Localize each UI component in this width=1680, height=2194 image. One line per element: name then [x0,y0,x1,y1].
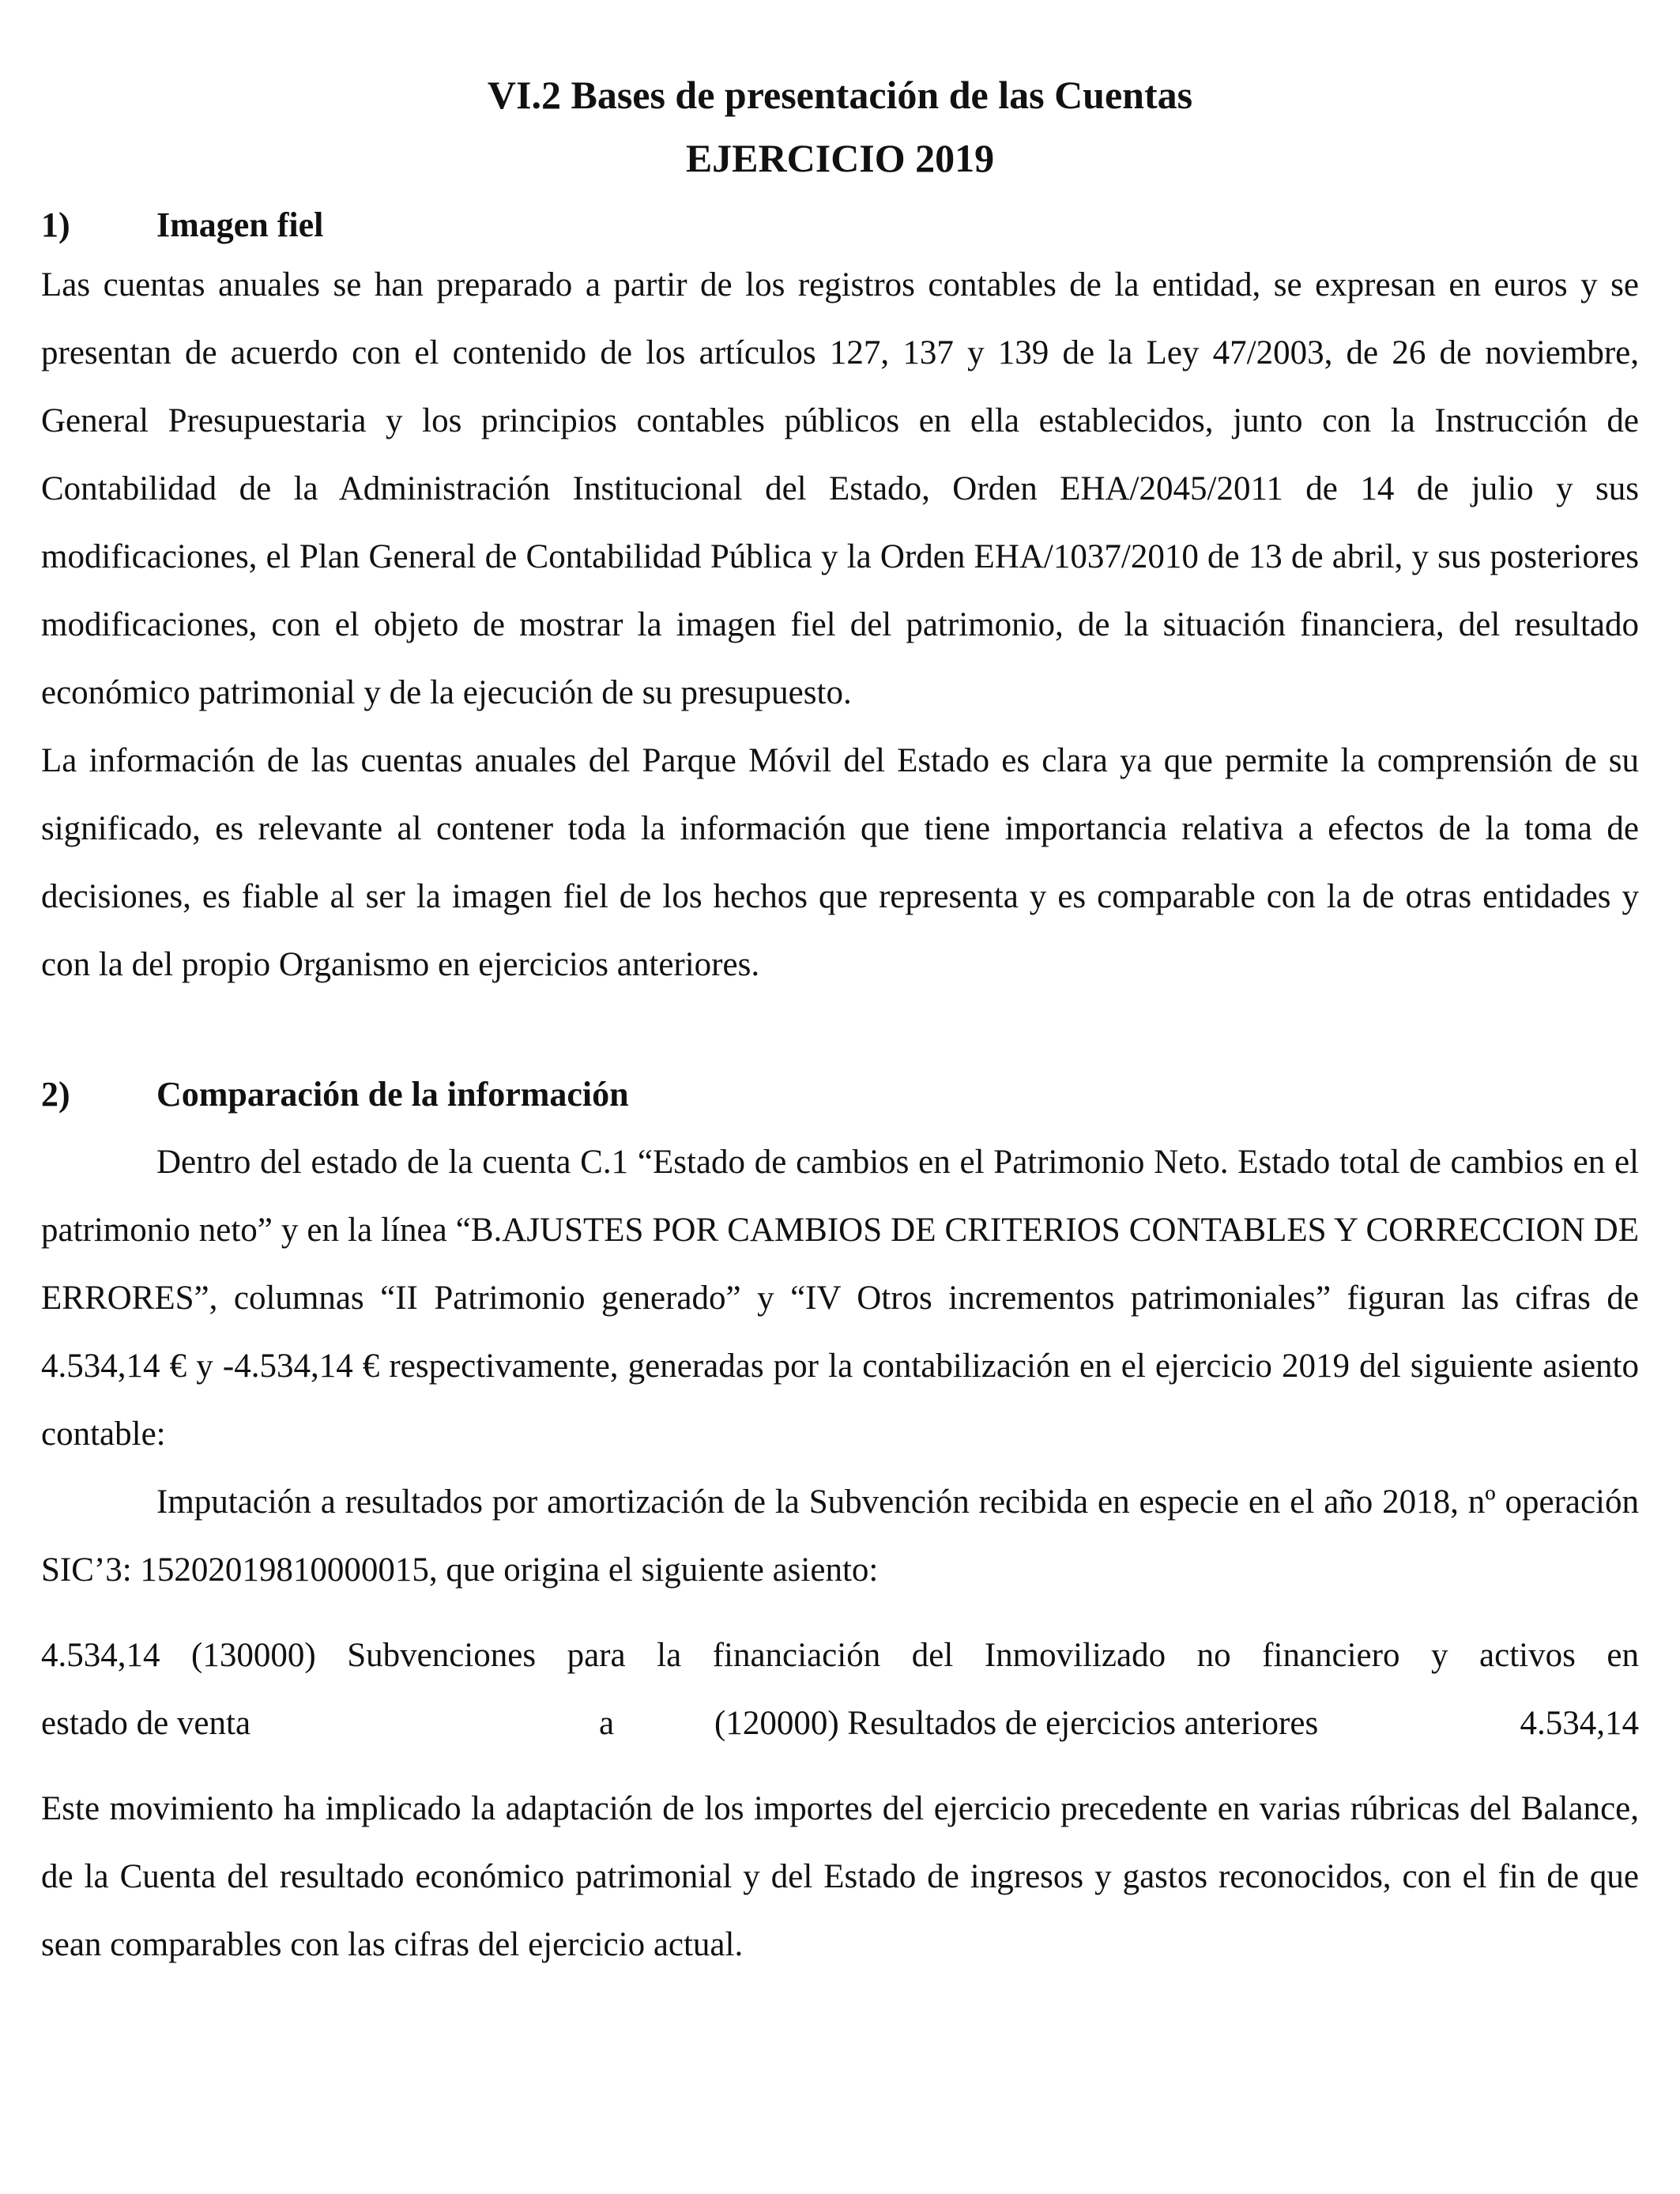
accounting-entry [41,1622,1639,1758]
document-year: EJERCICIO 2019 [685,136,995,180]
debit-description-continued: estado de venta [41,1705,251,1742]
paragraph-comparacion-3: Este movimiento ha implicado la adaptación de los importes del ejercicio precedente en varias rúbricas del Balance, de la Cuenta del resultado económico patrimonial y del Estado de ingresos y gastos reconocidos, con el fin de que sean comparables con las cifras del ejercicio actual. [41,1790,1639,1963]
debit-description-word: financiero [1262,1637,1400,1674]
paragraph-comparacion-2: Imputación a resultados por amortización de la Subvención recibida en especie en el año 2018, nº operación SIC’3: 15202019810000015, que origina el siguiente asiento: [41,1483,1639,1589]
debit-description-word: para [567,1637,626,1674]
debit-description-word: del [911,1637,954,1674]
paragraph-imagen-fiel-1: Las cuentas anuales se han preparado a partir de los registros contables de la entidad, se expresan en euros y se presentan de acuerdo con el contenido de los artículos 127, 137 y 139 de la Ley 47/2003, de 26 de noviembre, General Presupuestaria y los principios contables públicos en ella establecidos, junto con la Instrucción de Contabilidad de la Administración Institucional del Estado, Orden EHA/2045/2011 de 14 de julio y sus modificaciones, el Plan General de Contabilidad Pública y la Orden EHA/1037/2010 de 13 de abril, y sus posteriores modificaciones, con el objeto de mostrar la imagen fiel del patrimonio, de la situación financiera, del resultado económico patrimonial y de la ejecución de su presupuesto. [41,266,1639,711]
section-title: Comparación de la información [156,1075,629,1114]
debit-description-word: Inmovilizado [984,1637,1166,1674]
section-heading-comparacion [41,1067,1639,1122]
section-number: 2) [41,1075,70,1114]
debit-amount: 4.534,14 [41,1637,160,1674]
credit-account: (120000) Resultados de ejercicios anteriores [714,1705,1319,1742]
debit-description-word: y [1431,1637,1448,1674]
document-title: VI.2 Bases de presentación de las Cuentas [487,73,1193,117]
debit-description-word: activos [1479,1637,1576,1674]
debit-description-word: no [1196,1637,1231,1674]
debit-description-word: financiación [712,1637,881,1674]
section-title: Imagen fiel [156,205,324,244]
paragraph-imagen-fiel-2: La información de las cuentas anuales del Parque Móvil del Estado es clara ya que permite la comprensión de su significado, es relevante al contener toda la información que tiene importancia relativa a efectos de la toma de decisiones, es fiable al ser la imagen fiel de los hechos que representa y es comparable con la de otras entidades y con la del propio Organismo en ejercicios anteriores. [41,742,1639,983]
section-number: 1) [41,205,70,244]
paragraph-comparacion-1: Dentro del estado de la cuenta C.1 “Estado de cambios en el Patrimonio Neto. Estado total de cambios en el patrimonio neto” y en la línea “B.AJUSTES POR CAMBIOS DE CRITERIOS CONTABLES Y CORRECCION DE ERRORES”, columnas “II Patrimonio generado” y “IV Otros incrementos patrimoniales” figuran las cifras de 4.534,14 € y -4.534,14 € respectivamente, generadas por la contabilización en el ejercicio 2019 del siguiente asiento contable: [41,1144,1639,1453]
credit-amount: 4.534,14 [1520,1705,1639,1742]
debit-description-word: en [1607,1637,1639,1674]
debit-description-word: la [657,1637,682,1674]
debit-account: (130000) [191,1637,316,1674]
entry-connector: a [599,1705,615,1742]
accounting-entry-debit-line [41,1622,1639,1690]
document-page [41,63,1639,1979]
debit-description-word: Subvenciones [347,1637,537,1674]
section-heading-imagen-fiel [41,199,1639,251]
